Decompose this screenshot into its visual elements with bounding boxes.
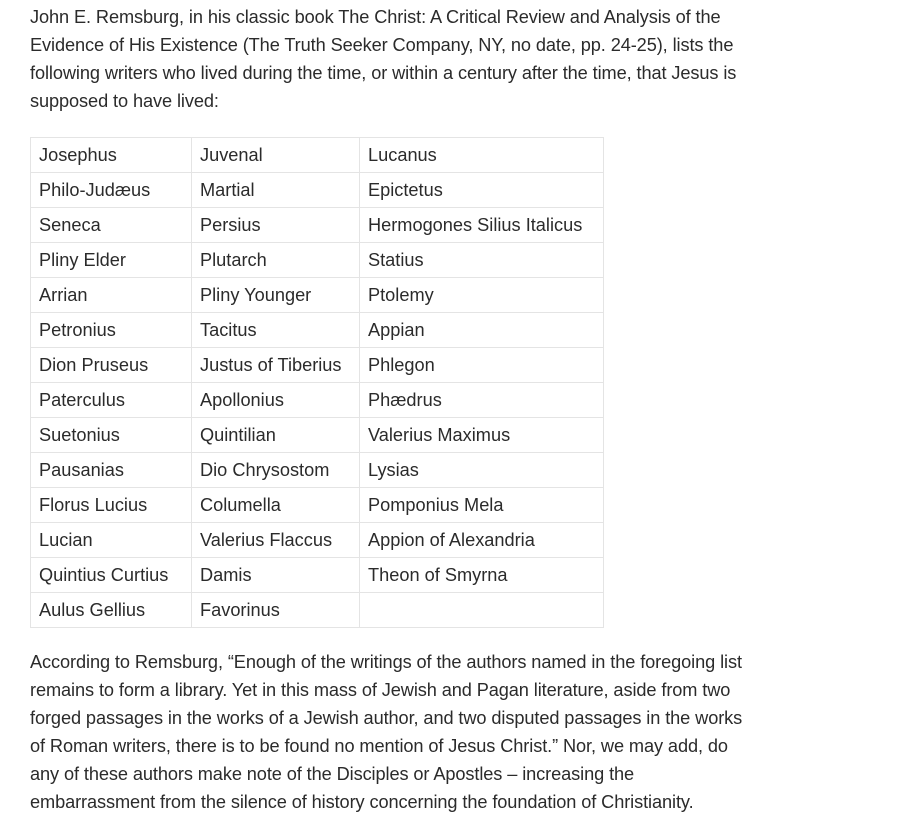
intro-paragraph: John E. Remsburg, in his classic book The Christ: A Critical Review and Analysis of the Evidence of His Existence (The Truth Seeker Company, NY, no date, pp. 24-25), lists the following writers who lived during the time, or within a century after the time, that Jesus is supposed to have lived: [30, 7, 737, 111]
table-cell: Damis [192, 558, 360, 593]
table-cell: Hermogones Silius Italicus [360, 208, 604, 243]
table-cell: Florus Lucius [31, 488, 192, 523]
table-row [31, 523, 604, 558]
writers-table [30, 137, 604, 628]
table-row [31, 453, 604, 488]
table-cell: Phædrus [360, 383, 604, 418]
table-row [31, 593, 604, 628]
table-cell: Quintius Curtius [31, 558, 192, 593]
table-cell: Favorinus [192, 593, 360, 628]
table-cell: Statius [360, 243, 604, 278]
article-body [30, 3, 750, 816]
table-cell: Dio Chrysostom [192, 453, 360, 488]
table-cell [360, 593, 604, 628]
table-cell: Paterculus [31, 383, 192, 418]
table-cell: Phlegon [360, 348, 604, 383]
table-cell: Arrian [31, 278, 192, 313]
table-cell: Seneca [31, 208, 192, 243]
table-cell: Martial [192, 173, 360, 208]
table-cell: Suetonius [31, 418, 192, 453]
writers-table-body [31, 138, 604, 628]
table-cell: Plutarch [192, 243, 360, 278]
table-cell: Pliny Elder [31, 243, 192, 278]
table-cell: Epictetus [360, 173, 604, 208]
table-cell: Pausanias [31, 453, 192, 488]
table-cell: Appion of Alexandria [360, 523, 604, 558]
table-cell: Apollonius [192, 383, 360, 418]
table-cell: Justus of Tiberius [192, 348, 360, 383]
table-row [31, 558, 604, 593]
table-row [31, 383, 604, 418]
table-row [31, 313, 604, 348]
table-row [31, 418, 604, 453]
closing-paragraph: According to Remsburg, “Enough of the writings of the authors named in the foregoing list remains to form a library. Yet in this mass of Jewish and Pagan literature, aside from two forged passages in the works of a Jewish author, and two disputed passages in the works of Roman writers, there is to be found no mention of Jesus Christ.” Nor, we may add, do any of these authors make note of the Disciples or Apostles – increasing the embarrassment from the silence of history concerning the foundation of Christianity. [30, 652, 743, 812]
table-cell: Aulus Gellius [31, 593, 192, 628]
table-cell: Appian [360, 313, 604, 348]
table-cell: Dion Pruseus [31, 348, 192, 383]
table-row [31, 278, 604, 313]
table-cell: Quintilian [192, 418, 360, 453]
table-cell: Lucian [31, 523, 192, 558]
table-cell: Theon of Smyrna [360, 558, 604, 593]
table-cell: Tacitus [192, 313, 360, 348]
table-cell: Persius [192, 208, 360, 243]
table-cell: Ptolemy [360, 278, 604, 313]
table-row [31, 138, 604, 173]
table-cell: Lucanus [360, 138, 604, 173]
table-cell: Valerius Maximus [360, 418, 604, 453]
table-row [31, 488, 604, 523]
table-cell: Pliny Younger [192, 278, 360, 313]
table-cell: Philo-Judæus [31, 173, 192, 208]
table-row [31, 208, 604, 243]
table-cell: Columella [192, 488, 360, 523]
table-row [31, 348, 604, 383]
table-cell: Josephus [31, 138, 192, 173]
table-row [31, 173, 604, 208]
table-cell: Petronius [31, 313, 192, 348]
table-cell: Lysias [360, 453, 604, 488]
table-cell: Pomponius Mela [360, 488, 604, 523]
table-cell: Valerius Flaccus [192, 523, 360, 558]
table-cell: Juvenal [192, 138, 360, 173]
table-row [31, 243, 604, 278]
